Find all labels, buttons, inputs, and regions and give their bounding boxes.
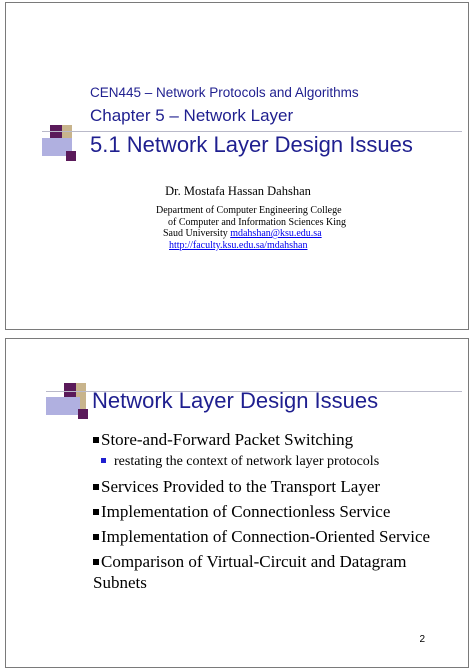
bullet-marker-icon [93, 559, 99, 565]
bullet-item: Implementation of Connectionless Service [93, 501, 453, 522]
title-slide [5, 2, 469, 330]
page-number: 2 [419, 634, 425, 645]
department-line-1: Department of Computer Engineering College [156, 205, 342, 216]
content-slide [5, 338, 469, 668]
bullet-marker-icon [93, 534, 99, 540]
email-link[interactable]: mdahshan@ksu.edu.sa [230, 228, 322, 239]
bullet-item: Services Provided to the Transport Layer [93, 476, 453, 497]
sub-bullet-marker-icon [101, 458, 106, 463]
chapter-title: Chapter 5 – Network Layer [90, 106, 294, 125]
department-line-2: of Computer and Information Sciences King [168, 217, 347, 228]
author-name: Dr. Mostafa Hassan Dahshan [165, 184, 311, 198]
slide-title: Network Layer Design Issues [92, 388, 379, 413]
homepage-link[interactable]: http://faculty.ksu.edu.sa/mdahshan [169, 240, 308, 251]
course-title: CEN445 – Network Protocols and Algorithms [90, 85, 359, 100]
university-text: Saud University [163, 228, 231, 239]
bullet-item: Implementation of Connection-Oriented Service [93, 526, 453, 547]
slide-title: 5.1 Network Layer Design Issues [90, 132, 413, 157]
bullet-marker-icon [93, 437, 99, 443]
sub-bullet-item: restating the context of network layer protocols [101, 454, 453, 470]
bullet-marker-icon [93, 509, 99, 515]
bullet-marker-icon [93, 484, 99, 490]
bullet-item: Store-and-Forward Packet Switching [93, 429, 453, 450]
bullet-list [93, 429, 453, 597]
university-line [163, 228, 322, 239]
bullet-item: Comparison of Virtual-Circuit and Datagram Subnets [93, 552, 407, 592]
